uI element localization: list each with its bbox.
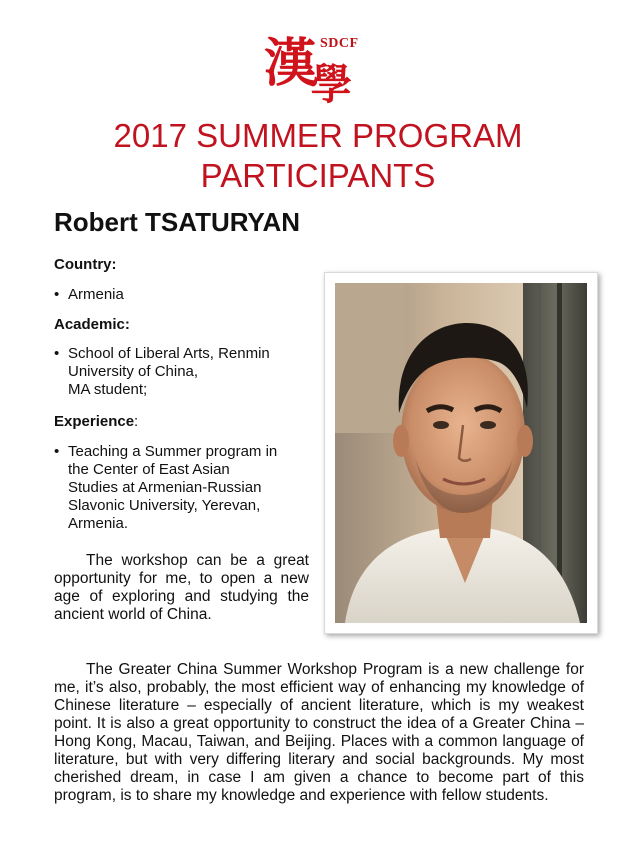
statement-paragraph-1: The workshop can be a great opportunity for me, to open a new age of exploring and studying the ancient world of China. <box>54 552 309 623</box>
title-line-1: 2017 SUMMER PROGRAM <box>113 117 523 154</box>
experience-label <box>54 413 138 430</box>
country-value: Armenia <box>68 286 124 303</box>
portrait-image <box>335 283 587 623</box>
bullet-dot: • <box>54 345 60 362</box>
academic-label: Academic: <box>54 316 130 333</box>
sdcf-logo <box>262 30 374 110</box>
experience-label-text: Experience <box>54 413 135 430</box>
academic-line: School of Liberal Arts, Renmin <box>68 345 270 362</box>
experience-label-colon: : <box>134 413 139 430</box>
logo-org-text: SDCF <box>320 36 359 51</box>
country-label: Country: <box>54 256 117 273</box>
experience-line: Studies at Armenian-Russian <box>68 479 262 496</box>
experience-line: Armenia. <box>68 515 129 532</box>
participant-name: Robert TSATURYAN <box>54 207 301 237</box>
academic-line: University of China, <box>68 363 199 380</box>
experience-value <box>68 443 316 533</box>
title-line-2: PARTICIPANTS <box>200 157 436 194</box>
experience-line: Slavonic University, Yerevan, <box>68 497 261 514</box>
logo-char-han: 漢 <box>263 33 316 94</box>
statement-paragraph-2: The Greater China Summer Workshop Program is a new challenge for me, it’s also, probably, the most efficient way of enhancing my knowledge of Chinese literature – especially of ancient literature, which is my weakest point. It is also a great opportunity to construct the idea of a Greater China – Hong Kong, Macau, Taiwan, and Beijing. Places with a common language of literature, but with very differing literary and social backgrounds. My most cherished dream, in case I am given a chance to become part of this program, is to share my knowledge and experience with fellow students. <box>54 661 584 804</box>
participant-photo <box>335 283 587 623</box>
experience-line: Teaching a Summer program in <box>68 443 278 460</box>
logo-char-xue: 學 <box>309 60 352 109</box>
bullet-dot: • <box>54 443 60 460</box>
academic-value <box>68 345 316 399</box>
experience-line: the Center of East Asian <box>68 461 230 478</box>
page-title <box>0 116 636 196</box>
bullet-dot: • <box>54 286 60 303</box>
participant-photo-frame <box>324 272 598 634</box>
academic-line: MA student; <box>68 381 148 398</box>
